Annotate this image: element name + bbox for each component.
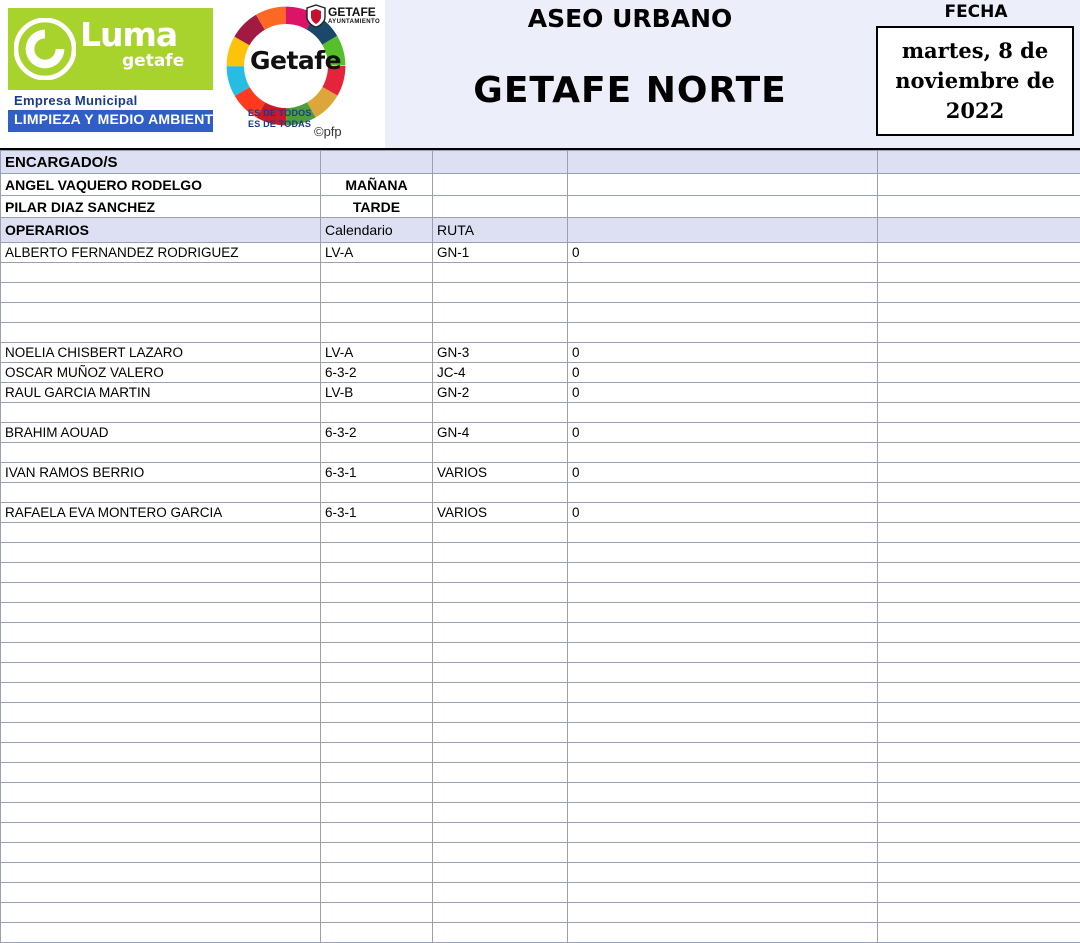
operario-ruta xyxy=(433,883,568,903)
operario-name xyxy=(1,903,321,923)
operario-ruta xyxy=(433,403,568,423)
operario-ruta xyxy=(433,803,568,823)
operario-calendario: LV-A xyxy=(321,343,433,363)
operario-extra xyxy=(878,783,1080,803)
operario-calendario xyxy=(321,263,433,283)
operario-name: IVAN RAMOS BERRIO xyxy=(1,463,321,483)
operario-observacion xyxy=(568,743,878,763)
operario-name xyxy=(1,403,321,423)
operario-name: ALBERTO FERNANDEZ RODRIGUEZ xyxy=(1,243,321,263)
table-row xyxy=(1,196,1080,218)
operario-observacion xyxy=(568,483,878,503)
table-row xyxy=(1,563,1080,583)
crest-title: GETAFE xyxy=(328,6,376,18)
operario-ruta: GN-2 xyxy=(433,383,568,403)
operario-ruta xyxy=(433,843,568,863)
operario-extra xyxy=(878,883,1080,903)
table-row xyxy=(1,403,1080,423)
table-row xyxy=(1,883,1080,903)
operario-extra xyxy=(878,383,1080,403)
operario-calendario xyxy=(321,723,433,743)
operario-name: RAUL GARCIA MARTIN xyxy=(1,383,321,403)
table-row xyxy=(1,483,1080,503)
operario-ruta xyxy=(433,623,568,643)
operario-extra xyxy=(878,903,1080,923)
operario-observacion xyxy=(568,923,878,943)
table-body xyxy=(1,151,1080,243)
operario-ruta xyxy=(433,323,568,343)
table-row xyxy=(1,543,1080,563)
empresa-label: Empresa Municipal xyxy=(14,93,138,108)
operario-calendario xyxy=(321,443,433,463)
operario-calendario xyxy=(321,643,433,663)
operario-observacion xyxy=(568,683,878,703)
operario-calendario xyxy=(321,903,433,923)
operario-name xyxy=(1,763,321,783)
operario-name xyxy=(1,683,321,703)
operario-observacion: 0 xyxy=(568,243,878,263)
operario-observacion: 0 xyxy=(568,463,878,483)
table-row xyxy=(1,623,1080,643)
operario-name xyxy=(1,803,321,823)
operario-calendario: LV-B xyxy=(321,383,433,403)
fecha-label: FECHA xyxy=(876,2,1076,22)
operario-name xyxy=(1,303,321,323)
operario-extra xyxy=(878,803,1080,823)
operario-extra xyxy=(878,483,1080,503)
table-row xyxy=(1,423,1080,443)
operario-name xyxy=(1,843,321,863)
operario-name xyxy=(1,883,321,903)
operario-calendario xyxy=(321,843,433,863)
operario-ruta xyxy=(433,543,568,563)
operario-calendario xyxy=(321,683,433,703)
operario-calendario xyxy=(321,863,433,883)
table-row xyxy=(1,923,1080,943)
operario-observacion xyxy=(568,623,878,643)
operario-ruta: GN-3 xyxy=(433,343,568,363)
operario-extra xyxy=(878,683,1080,703)
operario-name xyxy=(1,483,321,503)
operario-calendario xyxy=(321,563,433,583)
column-header-obs xyxy=(568,218,878,243)
table-row xyxy=(1,463,1080,483)
operario-extra xyxy=(878,643,1080,663)
operario-calendario: 6-3-1 xyxy=(321,463,433,483)
operario-extra xyxy=(878,503,1080,523)
table-row xyxy=(1,683,1080,703)
getafe-crest xyxy=(306,4,386,38)
operarios-label: OPERARIOS xyxy=(1,218,321,243)
operario-observacion: 0 xyxy=(568,363,878,383)
table-row-operarios-header xyxy=(1,218,1080,243)
operario-name xyxy=(1,783,321,803)
encargados-head-blank-2 xyxy=(433,151,568,174)
operario-extra xyxy=(878,303,1080,323)
operario-extra xyxy=(878,623,1080,643)
operario-observacion xyxy=(568,783,878,803)
luma-subwordmark: getafe xyxy=(122,52,184,70)
operario-observacion xyxy=(568,443,878,463)
operario-ruta xyxy=(433,823,568,843)
encargados-head-blank-3 xyxy=(568,151,878,174)
operario-ruta: VARIOS xyxy=(433,503,568,523)
operario-ruta: GN-1 xyxy=(433,243,568,263)
operario-observacion xyxy=(568,723,878,743)
table-row xyxy=(1,803,1080,823)
operario-extra xyxy=(878,923,1080,943)
operario-extra xyxy=(878,703,1080,723)
operario-calendario xyxy=(321,523,433,543)
table-row xyxy=(1,743,1080,763)
operario-ruta xyxy=(433,863,568,883)
table-row xyxy=(1,243,1080,263)
operario-calendario xyxy=(321,603,433,623)
crest-subtitle: AYUNTAMIENTO xyxy=(328,19,380,25)
luma-swirl-icon xyxy=(14,18,76,80)
operario-observacion xyxy=(568,543,878,563)
operario-calendario xyxy=(321,483,433,503)
operarios-rows xyxy=(1,243,1080,943)
ods-getafe-wordmark: Getafe xyxy=(250,46,341,75)
limpieza-label: LIMPIEZA Y MEDIO AMBIENTE xyxy=(14,111,223,127)
operario-extra xyxy=(878,343,1080,363)
operario-ruta xyxy=(433,683,568,703)
table-row xyxy=(1,503,1080,523)
column-header-calendario: Calendario xyxy=(321,218,433,243)
operario-calendario xyxy=(321,623,433,643)
logo-block xyxy=(0,0,385,148)
operario-extra xyxy=(878,723,1080,743)
encargado-cell-4 xyxy=(568,174,878,196)
encargados-head-blank-1 xyxy=(321,151,433,174)
operario-observacion xyxy=(568,643,878,663)
table-row xyxy=(1,843,1080,863)
table-row xyxy=(1,583,1080,603)
operario-observacion xyxy=(568,803,878,823)
operario-calendario xyxy=(321,783,433,803)
operario-calendario: LV-A xyxy=(321,243,433,263)
encargado-name: ANGEL VAQUERO RODELGO xyxy=(1,174,321,196)
operario-calendario xyxy=(321,823,433,843)
operario-calendario xyxy=(321,663,433,683)
operario-extra xyxy=(878,763,1080,783)
operario-extra xyxy=(878,843,1080,863)
operario-ruta xyxy=(433,263,568,283)
operario-observacion xyxy=(568,303,878,323)
zone-title: GETAFE NORTE xyxy=(390,70,870,111)
operario-calendario xyxy=(321,323,433,343)
table-row xyxy=(1,443,1080,463)
operario-calendario xyxy=(321,923,433,943)
page-title: ASEO URBANO xyxy=(390,4,870,33)
operario-name xyxy=(1,323,321,343)
operario-observacion: 0 xyxy=(568,343,878,363)
operario-calendario: 6-3-1 xyxy=(321,503,433,523)
credit-label: ©pfp xyxy=(314,124,342,139)
operario-calendario xyxy=(321,743,433,763)
operario-name xyxy=(1,523,321,543)
operario-extra xyxy=(878,583,1080,603)
operario-observacion xyxy=(568,523,878,543)
table-row xyxy=(1,643,1080,663)
operario-ruta: VARIOS xyxy=(433,463,568,483)
operario-extra xyxy=(878,263,1080,283)
operario-extra xyxy=(878,863,1080,883)
table-row xyxy=(1,174,1080,196)
operario-calendario: 6-3-2 xyxy=(321,363,433,383)
operario-name xyxy=(1,743,321,763)
operario-observacion xyxy=(568,263,878,283)
operario-observacion: 0 xyxy=(568,423,878,443)
operario-calendario xyxy=(321,803,433,823)
operario-extra xyxy=(878,443,1080,463)
operario-name xyxy=(1,923,321,943)
operario-calendario xyxy=(321,543,433,563)
operario-calendario xyxy=(321,283,433,303)
operario-name: NOELIA CHISBERT LAZARO xyxy=(1,343,321,363)
table-row xyxy=(1,303,1080,323)
operario-name xyxy=(1,723,321,743)
operario-observacion: 0 xyxy=(568,503,878,523)
assignment-table xyxy=(0,150,1080,943)
operario-extra xyxy=(878,283,1080,303)
encargado-cell-5 xyxy=(878,196,1080,218)
operario-ruta xyxy=(433,643,568,663)
operario-observacion xyxy=(568,323,878,343)
operario-ruta xyxy=(433,583,568,603)
operario-extra xyxy=(878,463,1080,483)
operario-extra xyxy=(878,403,1080,423)
operario-observacion xyxy=(568,903,878,923)
table-row xyxy=(1,523,1080,543)
operario-name xyxy=(1,663,321,683)
operario-name xyxy=(1,643,321,663)
table-row xyxy=(1,263,1080,283)
operario-name: BRAHIM AOUAD xyxy=(1,423,321,443)
sheet-header xyxy=(0,0,1080,150)
operario-name xyxy=(1,863,321,883)
operario-name xyxy=(1,443,321,463)
table-row xyxy=(1,283,1080,303)
operario-extra xyxy=(878,743,1080,763)
operario-name xyxy=(1,283,321,303)
operario-observacion xyxy=(568,663,878,683)
operario-observacion xyxy=(568,603,878,623)
operario-name xyxy=(1,823,321,843)
operario-name xyxy=(1,543,321,563)
operario-extra xyxy=(878,243,1080,263)
operario-extra xyxy=(878,563,1080,583)
encargado-cell-4 xyxy=(568,196,878,218)
operario-observacion xyxy=(568,863,878,883)
operario-ruta xyxy=(433,303,568,323)
operario-calendario: 6-3-2 xyxy=(321,423,433,443)
operario-name: RAFAELA EVA MONTERO GARCIA xyxy=(1,503,321,523)
table-row xyxy=(1,903,1080,923)
operario-ruta xyxy=(433,743,568,763)
encargados-head-blank-4 xyxy=(878,151,1080,174)
operario-calendario xyxy=(321,303,433,323)
operario-name xyxy=(1,583,321,603)
table-row xyxy=(1,783,1080,803)
operario-calendario xyxy=(321,883,433,903)
operario-ruta xyxy=(433,283,568,303)
operario-name xyxy=(1,703,321,723)
operario-name: OSCAR MUÑOZ VALERO xyxy=(1,363,321,383)
encargado-cell-5 xyxy=(878,174,1080,196)
operario-ruta xyxy=(433,563,568,583)
table-row xyxy=(1,663,1080,683)
table-row xyxy=(1,363,1080,383)
operario-extra xyxy=(878,423,1080,443)
operario-ruta xyxy=(433,903,568,923)
operario-observacion xyxy=(568,703,878,723)
column-header-ruta: RUTA xyxy=(433,218,568,243)
operario-calendario xyxy=(321,703,433,723)
operario-observacion xyxy=(568,843,878,863)
table-row xyxy=(1,723,1080,743)
operario-ruta xyxy=(433,703,568,723)
operario-name xyxy=(1,603,321,623)
operario-ruta xyxy=(433,783,568,803)
encargados-label: ENCARGADO/S xyxy=(1,151,321,174)
operario-observacion: 0 xyxy=(568,383,878,403)
operario-ruta xyxy=(433,523,568,543)
operario-extra xyxy=(878,323,1080,343)
operario-ruta xyxy=(433,603,568,623)
ods-logo xyxy=(218,2,384,134)
operario-extra xyxy=(878,543,1080,563)
encargado-name: PILAR DIAZ SANCHEZ xyxy=(1,196,321,218)
table-row xyxy=(1,603,1080,623)
operario-ruta xyxy=(433,663,568,683)
table-row xyxy=(1,863,1080,883)
operario-extra xyxy=(878,823,1080,843)
table-row xyxy=(1,343,1080,363)
operario-extra xyxy=(878,663,1080,683)
table-row xyxy=(1,763,1080,783)
table-row xyxy=(1,323,1080,343)
operario-observacion xyxy=(568,823,878,843)
operario-observacion xyxy=(568,583,878,603)
operario-ruta xyxy=(433,923,568,943)
operario-calendario xyxy=(321,403,433,423)
encargado-shift: MAÑANA xyxy=(321,174,433,196)
operario-observacion xyxy=(568,283,878,303)
operario-name xyxy=(1,623,321,643)
column-header-extra xyxy=(878,218,1080,243)
encargado-cell-3 xyxy=(433,174,568,196)
operario-observacion xyxy=(568,763,878,783)
operario-ruta: GN-4 xyxy=(433,423,568,443)
operario-observacion xyxy=(568,883,878,903)
table-row-encargados-header xyxy=(1,151,1080,174)
operario-extra xyxy=(878,603,1080,623)
fecha-value: martes, 8 de noviembre de 2022 xyxy=(876,26,1074,136)
operario-ruta xyxy=(433,443,568,463)
operario-name xyxy=(1,263,321,283)
operario-ruta: JC-4 xyxy=(433,363,568,383)
table-row xyxy=(1,703,1080,723)
operario-extra xyxy=(878,363,1080,383)
encargado-cell-3 xyxy=(433,196,568,218)
operario-calendario xyxy=(321,583,433,603)
encargado-shift: TARDE xyxy=(321,196,433,218)
ods-tagline: ES DE TODOS ES DE TODAS xyxy=(248,108,312,130)
operario-ruta xyxy=(433,483,568,503)
operario-ruta xyxy=(433,723,568,743)
table-row xyxy=(1,823,1080,843)
operario-observacion xyxy=(568,403,878,423)
shield-icon xyxy=(306,4,326,28)
operario-extra xyxy=(878,523,1080,543)
operario-ruta xyxy=(433,763,568,783)
operario-calendario xyxy=(321,763,433,783)
operario-observacion xyxy=(568,563,878,583)
table-row xyxy=(1,383,1080,403)
operario-name xyxy=(1,563,321,583)
luma-wordmark: Luma xyxy=(80,18,177,52)
